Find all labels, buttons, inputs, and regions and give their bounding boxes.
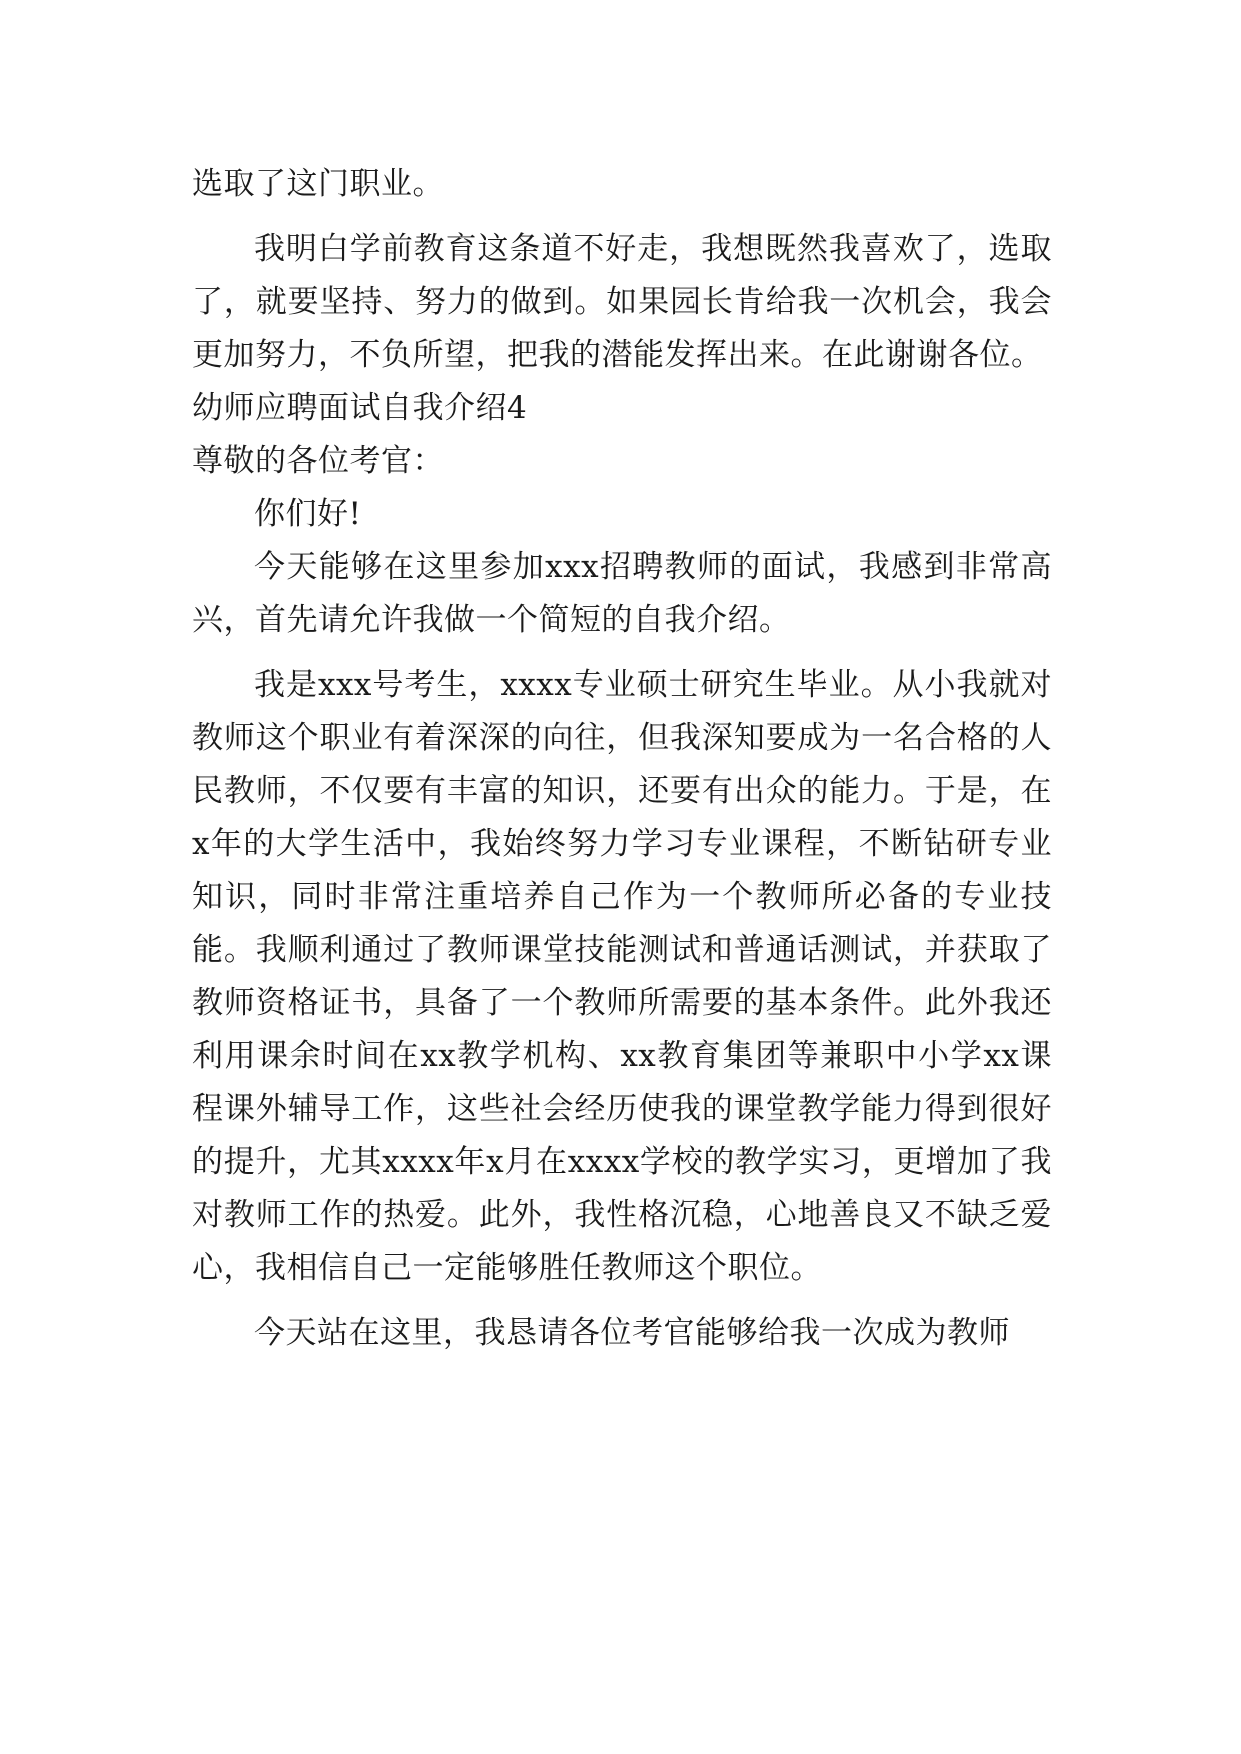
- paragraph-continuation: 选取了这门职业。: [192, 166, 444, 202]
- paragraph-request: 今天站在这里，我恳请各位考官能够给我一次成为教师: [254, 1315, 1010, 1351]
- section-heading: 幼师应聘面试自我介绍4: [192, 390, 528, 426]
- document-body: [192, 158, 1052, 1360]
- paragraph-intro: 今天能够在这里参加xxx招聘教师的面试，我感到非常高兴，首先请允许我做一个简短的自我介绍。: [192, 549, 1052, 638]
- paragraph-background: 我是xxx号考生，xxxx专业硕士研究生毕业。从小我就对教师这个职业有着深深的向往，但我深知要成为一名合格的人民教师，不仅要有丰富的知识，还要有出众的能力。于是，在x年的大学生活中，我始终努力学习专业课程，不断钻研专业知识，同时非常注重培养自己作为一个教师所必备的专业技能。我顺利通过了教师课堂技能测试和普通话测试，并获取了教师资格证书，具备了一个教师所需要的基本条件。此外我还利用课余时间在xx教学机构、xx教育集团等兼职中小学xx课程课外辅导工作，这些社会经历使我的课堂教学能力得到很好的提升，尤其xxxx年x月在xxxx学校的教学实习，更增加了我对教师工作的热爱。此外，我性格沉稳，心地善良又不缺乏爱心，我相信自己一定能够胜任教师这个职位。: [192, 667, 1052, 1286]
- paragraph-closing-remarks: 我明白学前教育这条道不好走，我想既然我喜欢了，选取了，就要坚持、努力的做到。如果园长肯给我一次机会，我会更加努力，不负所望，把我的潜能发挥出来。在此谢谢各位。: [192, 231, 1052, 373]
- salutation: 尊敬的各位考官：: [192, 443, 444, 479]
- greeting: 你们好!: [254, 496, 362, 532]
